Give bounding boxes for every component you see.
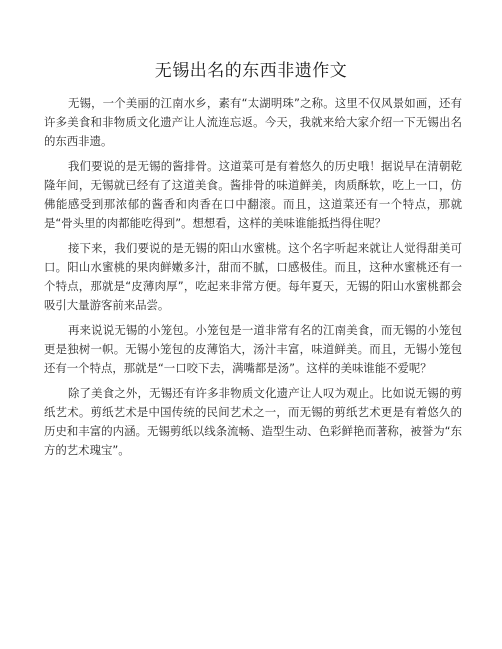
paragraph-intro: 无锡，一个美丽的江南水乡，素有“太湖明珠”之称。这里不仅风景如画，还有许多美食和非物质文化遗产让人流连忘返。今天，我就来给大家介绍一下无锡出名的东西非遗。 bbox=[44, 96, 462, 148]
paragraph-spare-ribs: 我们要说的是无锡的酱排骨。这道菜可是有着悠久的历史哦！据说早在清朝乾隆年间，无锡就已经有了这道美食。酱排骨的味道鲜美，肉质酥软，吃上一口，仿佛能感受到那浓郁的酱香和肉香在口中翻滚。而且，这道菜还有一个特点，那就是“骨头里的肉都能吃得到”。想想看，这样的美味谁能抵挡得住呢？ bbox=[44, 159, 462, 230]
paragraph-xiaolongbao: 再来说说无锡的小笼包。小笼包是一道非常有名的江南美食，而无锡的小笼包更是独树一帜。无锡小笼包的皮薄馅大，汤汁丰富，味道鲜美。而且，无锡小笼包还有一个特点，那就是“一口咬下去，满嘴都是汤”。这样的美味谁能不爱呢？ bbox=[44, 323, 462, 375]
paragraph-paper-cutting: 除了美食之外，无锡还有许多非物质文化遗产让人叹为观止。比如说无锡的剪纸艺术。剪纸艺术是中国传统的民间艺术之一，而无锡的剪纸艺术更是有着悠久的历史和丰富的内涵。无锡剪纸以线条流畅、造型生动、色彩鲜艳而著称，被誉为“东方的艺术瑰宝”。 bbox=[44, 386, 462, 457]
document-title: 无锡出名的东西非遗作文 bbox=[154, 61, 348, 81]
paragraph-peaches: 接下来，我们要说的是无锡的阳山水蜜桃。这个名字听起来就让人觉得甜美可口。阳山水蜜桃的果肉鲜嫩多汁，甜而不腻，口感极佳。而且，这种水蜜桃还有一个特点，那就是“皮薄肉厚”，吃起来非常方便。每年夏天，无锡的阳山水蜜桃都会吸引大量游客前来品尝。 bbox=[44, 241, 462, 312]
document-body bbox=[44, 94, 462, 466]
